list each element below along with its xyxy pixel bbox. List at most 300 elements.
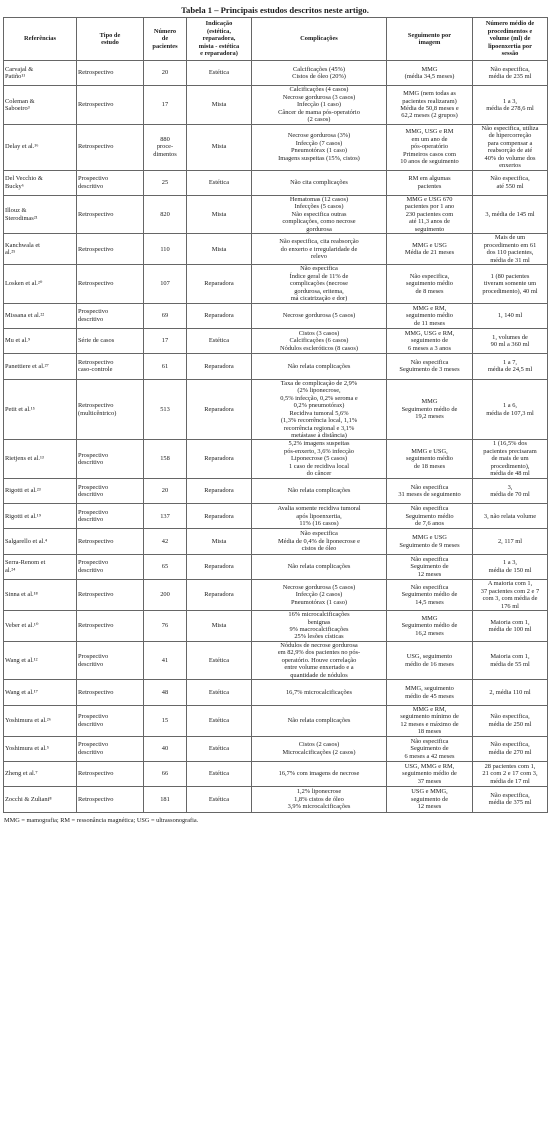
complications-cell <box>252 440 387 478</box>
cell-line: operatório. Houve correlação <box>281 656 357 664</box>
indication-cell <box>187 787 252 812</box>
cell-line: al.²⁴ <box>5 566 16 574</box>
cell-line: Cistos (3 casos) <box>298 329 340 337</box>
complications-cell <box>252 86 387 124</box>
imaging-followup-cell <box>387 504 473 529</box>
cell-line: média de 55 ml <box>490 660 530 668</box>
cell-line: 1 a 3, <box>502 559 518 567</box>
cell-line: seguimento médio de <box>402 770 457 778</box>
cell-line: Prospectivo <box>78 308 109 316</box>
cell-line: Mista <box>211 537 227 545</box>
volume-cell <box>473 234 548 265</box>
volume-cell <box>473 611 548 642</box>
cell-line: com 3, com média de <box>482 595 538 603</box>
table-row <box>4 641 548 679</box>
cell-line: (média 34,5 meses) <box>404 73 455 81</box>
cell-line: Não especifica, <box>490 741 530 749</box>
cell-line: de hipercorreção <box>488 132 532 140</box>
cell-line: 5,2% imagens suspeitas <box>288 440 350 448</box>
cell-line: Estética <box>208 688 230 696</box>
patients-cell <box>144 440 187 478</box>
cell-line: Carvajal & <box>5 65 34 73</box>
cell-line: Mista <box>211 101 227 109</box>
imaging-followup-cell <box>387 641 473 679</box>
cell-line: Infecção (7 casos) <box>295 139 343 147</box>
complications-cell <box>252 478 387 503</box>
reference-cell <box>4 124 77 170</box>
header-tipo-estudo <box>77 18 144 61</box>
cell-line: metástase à distância) <box>291 431 347 439</box>
cell-line: Taxa de complicação de 2,9% <box>280 379 358 387</box>
header-referencias <box>4 18 77 61</box>
volume-cell <box>473 124 548 170</box>
cell-line: Wang et al.¹² <box>5 656 38 664</box>
reference-cell <box>4 478 77 503</box>
cell-line: Série de casos <box>78 337 115 345</box>
cell-line: em um ano de <box>411 135 448 143</box>
cell-line: pacientes realizaram) <box>402 97 457 105</box>
cell-line: 3, <box>507 483 513 491</box>
table-row <box>4 440 548 478</box>
cell-line: 21 com 2 e 17 com 3, <box>482 770 538 778</box>
cell-line: Não especifica, <box>490 713 530 721</box>
cell-line: para compensar a <box>487 139 533 147</box>
cell-line: Mista <box>211 143 227 151</box>
cell-line: médio de 45 meses <box>405 692 454 700</box>
complications-cell <box>252 641 387 679</box>
cell-line: 820 <box>160 210 170 218</box>
cell-line: após lipoenxertia, <box>296 512 342 520</box>
cell-line: média de 48 ml <box>490 470 530 478</box>
header-complicacoes <box>252 18 387 61</box>
reference-cell <box>4 761 77 786</box>
cell-line: Retrospectivo <box>78 591 114 599</box>
cell-line: 15 <box>161 716 169 724</box>
cell-line: 14,5 meses <box>415 598 444 606</box>
patients-cell <box>144 170 187 195</box>
cell-line: USG e MMG, <box>411 788 448 796</box>
table-row <box>4 329 548 354</box>
cell-line: caso-controle <box>78 366 113 374</box>
cell-line: 200 <box>160 591 170 599</box>
cell-line: 1,2% liponecrose <box>296 788 342 796</box>
patients-cell <box>144 504 187 529</box>
cell-line: 20 <box>161 487 169 495</box>
cell-line: 1, 140 ml <box>497 312 523 320</box>
cell-line: Del Vecchio & <box>5 175 43 183</box>
reference-cell <box>4 61 77 86</box>
reference-cell <box>4 195 77 233</box>
cell-line: Rigotti et al.¹⁹ <box>5 512 41 520</box>
cell-line: Prospectivo <box>78 508 109 516</box>
cell-line: descritivo <box>78 566 104 574</box>
study-type-cell <box>77 478 144 503</box>
cell-line: Número médio de <box>485 20 535 28</box>
cell-line: 40 <box>161 745 169 753</box>
cell-line: Prospectivo <box>78 653 109 661</box>
study-type-cell <box>77 329 144 354</box>
cell-line: Infecção (1 caso) <box>297 101 341 109</box>
complications-cell <box>252 736 387 761</box>
reference-cell <box>4 265 77 303</box>
patients-cell <box>144 529 187 554</box>
cell-line: descritivo <box>78 182 104 190</box>
cell-line: Reparadora <box>204 280 234 288</box>
cell-line: Retrospectivo <box>78 101 114 109</box>
cell-line: Yoshimura et al.²⁶ <box>5 716 51 724</box>
cell-line: Retrospectivo <box>78 402 114 410</box>
cell-line: MMG, seguimento <box>405 685 454 693</box>
complications-cell <box>252 303 387 328</box>
volume-cell <box>473 195 548 233</box>
imaging-followup-cell <box>387 705 473 736</box>
cell-line: (multicêntrico) <box>78 409 117 417</box>
cell-line: Estética <box>208 716 230 724</box>
volume-cell <box>473 641 548 679</box>
complications-cell <box>252 580 387 611</box>
cell-line: 37 pacientes com 2 e 7 <box>480 587 540 595</box>
volume-cell <box>473 354 548 379</box>
study-type-cell <box>77 354 144 379</box>
imaging-followup-cell <box>387 329 473 354</box>
header-seguimento <box>387 18 473 61</box>
cell-line: Nódulos de necrose gordurosa <box>280 641 358 649</box>
cell-line: MMG <box>421 65 438 73</box>
complications-cell <box>252 529 387 554</box>
cell-line: Prospectivo <box>78 713 109 721</box>
cell-line: 1 a 3, <box>502 97 518 105</box>
cell-line: 1 (16,5% dos <box>493 440 527 448</box>
cell-line: 176 ml <box>501 602 519 610</box>
cell-line: Não especifica outras <box>291 210 347 218</box>
imaging-followup-cell <box>387 354 473 379</box>
cell-line: 1,8% cistos de óleo <box>294 795 344 803</box>
complications-cell <box>252 124 387 170</box>
cell-line: de <box>161 35 169 43</box>
cell-line: média de 235 ml <box>488 73 532 81</box>
cell-line: (estética, <box>207 27 231 35</box>
cell-line: em 82,9% dos pacientes no pós- <box>277 649 361 657</box>
study-type-cell <box>77 379 144 440</box>
cell-line: Seguimento médio de <box>401 405 458 413</box>
table-row <box>4 580 548 611</box>
cell-line: benignas <box>307 618 331 626</box>
table-row <box>4 705 548 736</box>
cell-line: Pneumotórax (1 caso) <box>290 147 348 155</box>
cell-line: Não especifica <box>410 483 449 491</box>
cell-line: imagem <box>418 39 441 46</box>
patients-cell <box>144 265 187 303</box>
reference-cell <box>4 354 77 379</box>
patients-cell <box>144 736 187 761</box>
cell-line: seguimento mínimo de <box>400 713 459 721</box>
cell-line: complicações, como necrose <box>282 218 356 226</box>
imaging-followup-cell <box>387 761 473 786</box>
reference-cell <box>4 379 77 440</box>
cell-line: Retrospectivo <box>78 280 114 288</box>
cell-line: Seguimento médio <box>405 512 454 520</box>
cell-line: recorrência regional e 3,1% <box>283 424 355 432</box>
cell-line: A maioria com 1, <box>487 580 533 588</box>
indication-cell <box>187 124 252 170</box>
document <box>3 0 547 824</box>
patients-cell <box>144 195 187 233</box>
cell-line: Primeiros casos com <box>403 150 456 158</box>
reference-cell <box>4 641 77 679</box>
cell-line: 3,9% microcalcificações <box>287 803 351 811</box>
cell-line: Retrospectivo <box>78 795 114 803</box>
cell-line: 6 meses a 3 anos <box>408 344 451 352</box>
cell-line: Retrospectivo <box>78 210 114 218</box>
table-row <box>4 234 548 265</box>
study-type-cell <box>77 529 144 554</box>
cell-line: (1,3% recorrência local, 1,1% <box>280 417 358 425</box>
complications-cell <box>252 705 387 736</box>
cell-line: do enxerto e irregularidade de <box>280 245 358 253</box>
cell-line: Wang et al.¹⁷ <box>5 688 38 696</box>
study-type-cell <box>77 554 144 579</box>
patients-cell <box>144 329 187 354</box>
reference-cell <box>4 329 77 354</box>
cell-line: relevo <box>311 253 327 261</box>
cell-line: MMG e USG, <box>411 447 448 455</box>
table-row <box>4 265 548 303</box>
cell-line: Losken et al.²⁰ <box>5 280 43 288</box>
table-footnote: MMG = mamografia; RM = ressonância magnética; USG = ultrassonografia. <box>4 816 199 824</box>
cell-line: Média de 50,8 meses e <box>400 105 459 112</box>
imaging-followup-cell <box>387 680 473 705</box>
cell-line: Câncer de mama pós-operatório <box>278 108 360 116</box>
cell-line: Bucky⁶ <box>5 182 24 190</box>
study-type-cell <box>77 170 144 195</box>
cell-line: Não relata complicações <box>287 487 351 495</box>
cell-line: sessão <box>501 50 519 58</box>
cell-line: Seguimento de <box>410 745 449 753</box>
cell-line: Retrospectivo <box>78 537 114 545</box>
cell-line: descritivo <box>78 315 104 323</box>
volume-cell <box>473 554 548 579</box>
patients-cell <box>144 680 187 705</box>
table-row <box>4 195 548 233</box>
patients-cell <box>144 611 187 642</box>
cell-line: enxertos <box>499 162 521 170</box>
cell-line: 16,2 meses <box>415 629 444 637</box>
cell-line: Não relata complicações <box>287 563 351 571</box>
cell-line: Estética <box>208 770 230 778</box>
cell-line: 12 meses <box>417 570 442 578</box>
volume-cell <box>473 705 548 736</box>
cell-line: Salgarello et al.⁴ <box>5 537 48 545</box>
cell-line: Zocchi & Zuliani⁸ <box>5 795 52 803</box>
complications-cell <box>252 195 387 233</box>
cell-line: Seguimento de <box>410 563 449 571</box>
cell-line: Estética <box>208 745 230 753</box>
cell-line: Necrose gordurosa (3%) <box>287 132 351 140</box>
cell-line: Coleman & <box>5 97 35 105</box>
complications-cell <box>252 761 387 786</box>
cell-line: MMG <box>421 614 438 622</box>
cell-line: de 18 meses <box>413 462 446 470</box>
cell-line: complicações (necrose <box>289 280 349 288</box>
reference-cell <box>4 787 77 812</box>
imaging-followup-cell <box>387 61 473 86</box>
reference-cell <box>4 554 77 579</box>
study-type-cell <box>77 86 144 124</box>
cell-line: MMG e RM, <box>412 304 447 312</box>
cell-line: Reparadora <box>204 563 234 571</box>
cell-line: descritivo <box>78 748 104 756</box>
imaging-followup-cell <box>387 195 473 233</box>
cell-line: Reparadora <box>204 487 234 495</box>
cell-line: USG, seguimento <box>406 653 453 661</box>
patients-cell <box>144 124 187 170</box>
cell-line: Estética <box>208 69 230 77</box>
cell-line: descritivo <box>78 516 104 524</box>
complications-cell <box>252 234 387 265</box>
table-row <box>4 379 548 440</box>
cell-line: Reparadora <box>204 591 234 599</box>
study-type-cell <box>77 787 144 812</box>
cell-line: 10 anos de seguimento <box>400 158 459 166</box>
indication-cell <box>187 580 252 611</box>
cell-line: 40% do volume dos <box>484 154 536 162</box>
cell-line: média de 278,6 ml <box>486 105 534 112</box>
cell-line: Pneumotórax (1 caso) <box>290 598 348 606</box>
cell-line: descritivo <box>78 491 104 499</box>
indication-cell <box>187 554 252 579</box>
header-volume <box>473 18 548 61</box>
cell-line: lipoenxertia por <box>488 42 532 50</box>
cell-line: Número <box>153 27 177 35</box>
volume-cell <box>473 787 548 812</box>
table-row <box>4 680 548 705</box>
cell-line: 16,7% microcalcificações <box>285 688 352 696</box>
cell-line: reabsorção de até <box>487 147 533 155</box>
volume-cell <box>473 379 548 440</box>
cell-line: 16% microcalcificações <box>288 611 350 619</box>
cell-line: Seguimento de 3 meses <box>399 366 460 374</box>
cell-line: Zheng et al.⁷ <box>5 770 38 778</box>
volume-cell <box>473 680 548 705</box>
reference-cell <box>4 705 77 736</box>
cell-line: seguimento de <box>410 795 449 803</box>
indication-cell <box>187 641 252 679</box>
volume-cell <box>473 170 548 195</box>
cell-line: RM em algumas <box>408 175 451 183</box>
indication-cell <box>187 354 252 379</box>
cell-line: seguimento de <box>410 337 449 345</box>
cell-line: (2% liponecrose, <box>297 387 341 395</box>
cell-line: Seguimento por <box>407 31 452 39</box>
cell-line: Infecções (5 casos) <box>294 203 344 211</box>
cell-line: Necrose gordurosa (5 casos) <box>282 312 356 320</box>
cell-line: do câncer <box>306 470 332 478</box>
cell-line: procedimento), <box>490 462 530 470</box>
cell-line: dos 110 pacientes, <box>486 249 534 257</box>
cell-line: procedimento), 40 ml <box>482 287 538 295</box>
cell-line: média de 100 ml <box>488 625 532 633</box>
cell-line: seguimento médio <box>405 312 454 320</box>
cell-line: MMG e USG 670 <box>406 195 453 203</box>
table-body <box>4 61 548 813</box>
table-row <box>4 787 548 812</box>
table-row <box>4 736 548 761</box>
cell-line: volume (ml) de <box>489 35 531 43</box>
cell-line: Não cita complicações <box>290 179 348 187</box>
cell-line: pós-operatório <box>410 143 449 151</box>
complications-cell <box>252 554 387 579</box>
cell-line: seguimento <box>414 225 445 233</box>
patients-cell <box>144 303 187 328</box>
study-type-cell <box>77 680 144 705</box>
cell-line: 17 <box>161 337 169 345</box>
cell-line: 41 <box>161 656 169 664</box>
cell-line: 137 <box>160 512 170 520</box>
cell-line: Mista <box>211 622 227 630</box>
patients-cell <box>144 641 187 679</box>
volume-cell <box>473 303 548 328</box>
cell-line: 158 <box>160 455 170 463</box>
indication-cell <box>187 761 252 786</box>
study-type-cell <box>77 580 144 611</box>
cell-line: proce- <box>156 143 174 151</box>
cell-line: Não especifica <box>410 555 449 563</box>
cell-line: Prospectivo <box>78 175 109 183</box>
cell-line: Necrose gordurosa (5 casos) <box>282 583 356 591</box>
cell-line: Veber et al.¹⁰ <box>5 622 39 630</box>
cell-line: MMG e RM, <box>412 705 447 713</box>
cell-line: Sinna et al.¹⁸ <box>5 591 38 599</box>
cell-line: média de 270 ml <box>488 748 532 756</box>
complications-cell <box>252 504 387 529</box>
cell-line: 6 meses a 42 meses <box>404 752 455 760</box>
cell-line: Indicação <box>205 20 233 28</box>
cell-line: Prospectivo <box>78 559 109 567</box>
complications-cell <box>252 379 387 440</box>
cell-line: 0,2% pneumotórax) <box>293 402 345 410</box>
cell-line: Cistos (2 casos) <box>298 741 340 749</box>
imaging-followup-cell <box>387 124 473 170</box>
patients-cell <box>144 61 187 86</box>
cell-line: Avalia somente recidiva tumoral <box>277 505 361 513</box>
cell-line: (2 casos) <box>307 116 331 124</box>
indication-cell <box>187 379 252 440</box>
indication-cell <box>187 529 252 554</box>
cell-line: Reparadora <box>204 362 234 370</box>
cell-line: 31 meses de seguimento <box>398 491 461 499</box>
cell-line: 18 meses <box>417 728 442 736</box>
study-type-cell <box>77 195 144 233</box>
cell-line: tiveram somente um <box>483 280 537 288</box>
table-row <box>4 529 548 554</box>
cell-line: 69 <box>161 312 169 320</box>
cell-line: mista - estética <box>198 42 240 50</box>
studies-table <box>3 17 548 813</box>
cell-line: procedimento em 61 <box>483 241 537 249</box>
reference-cell <box>4 440 77 478</box>
indication-cell <box>187 234 252 265</box>
cell-line: 1 a 7, <box>502 358 518 366</box>
study-type-cell <box>77 705 144 736</box>
cell-line: dimentos <box>153 150 177 158</box>
cell-line: Maioria com 1, <box>490 618 530 626</box>
cell-line: Não especifica, <box>490 175 530 183</box>
cell-line: 1 a 6, <box>502 402 518 410</box>
volume-cell <box>473 329 548 354</box>
study-type-cell <box>77 504 144 529</box>
indication-cell <box>187 736 252 761</box>
patients-cell <box>144 787 187 812</box>
